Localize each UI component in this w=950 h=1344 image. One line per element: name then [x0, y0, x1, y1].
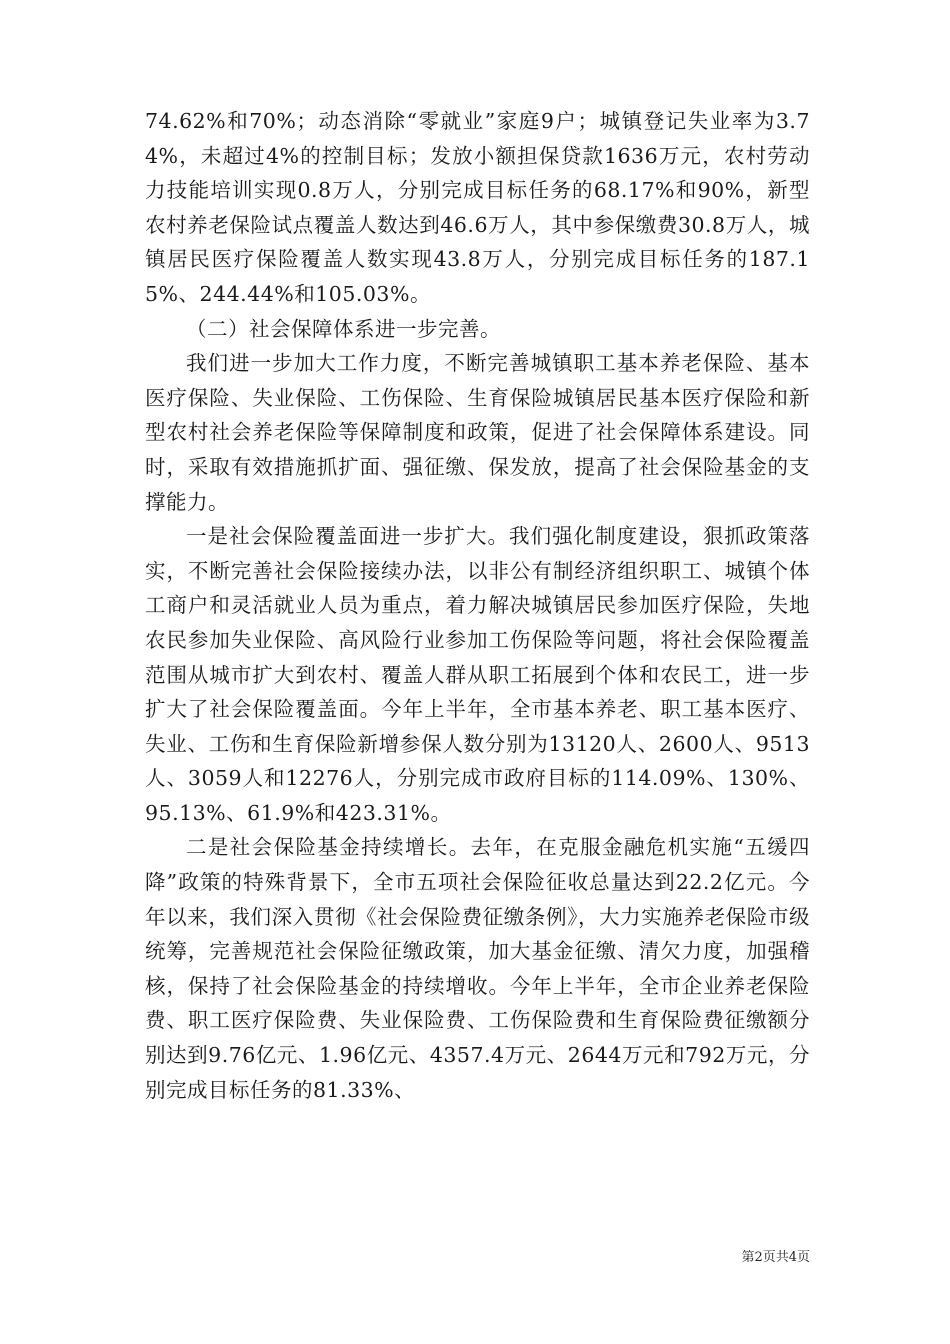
page-number: 第2页共4页: [741, 1250, 810, 1265]
section-heading: （二）社会保障体系进一步完善。: [186, 316, 501, 341]
document-body: [145, 104, 810, 1107]
paragraph-fund-growth: 二是社会保险基金持续增长。去年，在克服金融危机实施“五缓四降”政策的特殊背景下，全市五项社会保险征收总量达到22.2亿元。今年以来，我们深入贯彻《社会保险费征缴条例》，大力实施养老保险市级统筹，完善规范社会保险征缴政策，加大基金征缴、清欠力度，加强稽核，保持了社会保险基金的持续增收。今年上半年，全市企业养老保险费、职工医疗保险费、失业保险费、工伤保险费和生育保险费征缴额分别达到9.76亿元、1.96亿元、4357.4万元、2644万元和792万元，分别完成目标任务的81.33%、: [145, 835, 810, 1102]
paragraph-continuation: 74.62%和70%；动态消除“零就业”家庭9户；城镇登记失业率为3.74%，未超过4%的控制目标；发放小额担保贷款1636万元，农村劳动力技能培训实现0.8万人，分别完成目标任务的68.17%和90%，新型农村养老保险试点覆盖人数达到46.6万人，其中参保缴费30.8万人，城镇居民医疗保险覆盖人数实现43.8万人，分别完成目标任务的187.15%、244.44%和105.03%。: [145, 109, 810, 306]
paragraph-coverage: 一是社会保险覆盖面进一步扩大。我们强化制度建设，狠抓政策落实，不断完善社会保险接续办法，以非公有制经济组织职工、城镇个体工商户和灵活就业人员为重点，着力解决城镇居民参加医疗保险，失地农民参加失业保险、高风险行业参加工伤保险等问题，将社会保险覆盖范围从城市扩大到农村、覆盖人群从职工拓展到个体和农民工，进一步扩大了社会保险覆盖面。今年上半年，全市基本养老、职工基本医疗、失业、工伤和生育保险新增参保人数分别为13120人、2600人、9513人、3059人和12276人，分别完成市政府目标的114.09%、130%、95.13%、61.9%和423.31%。: [145, 524, 810, 825]
paragraph-overview: 我们进一步加大工作力度，不断完善城镇职工基本养老保险、基本医疗保险、失业保险、工伤保险、生育保险城镇居民基本医疗保险和新型农村社会养老保险等保障制度和政策，促进了社会保障体系建设。同时，采取有效措施抓扩面、强征缴、保发放，提高了社会保险基金的支撑能力。: [145, 351, 810, 514]
